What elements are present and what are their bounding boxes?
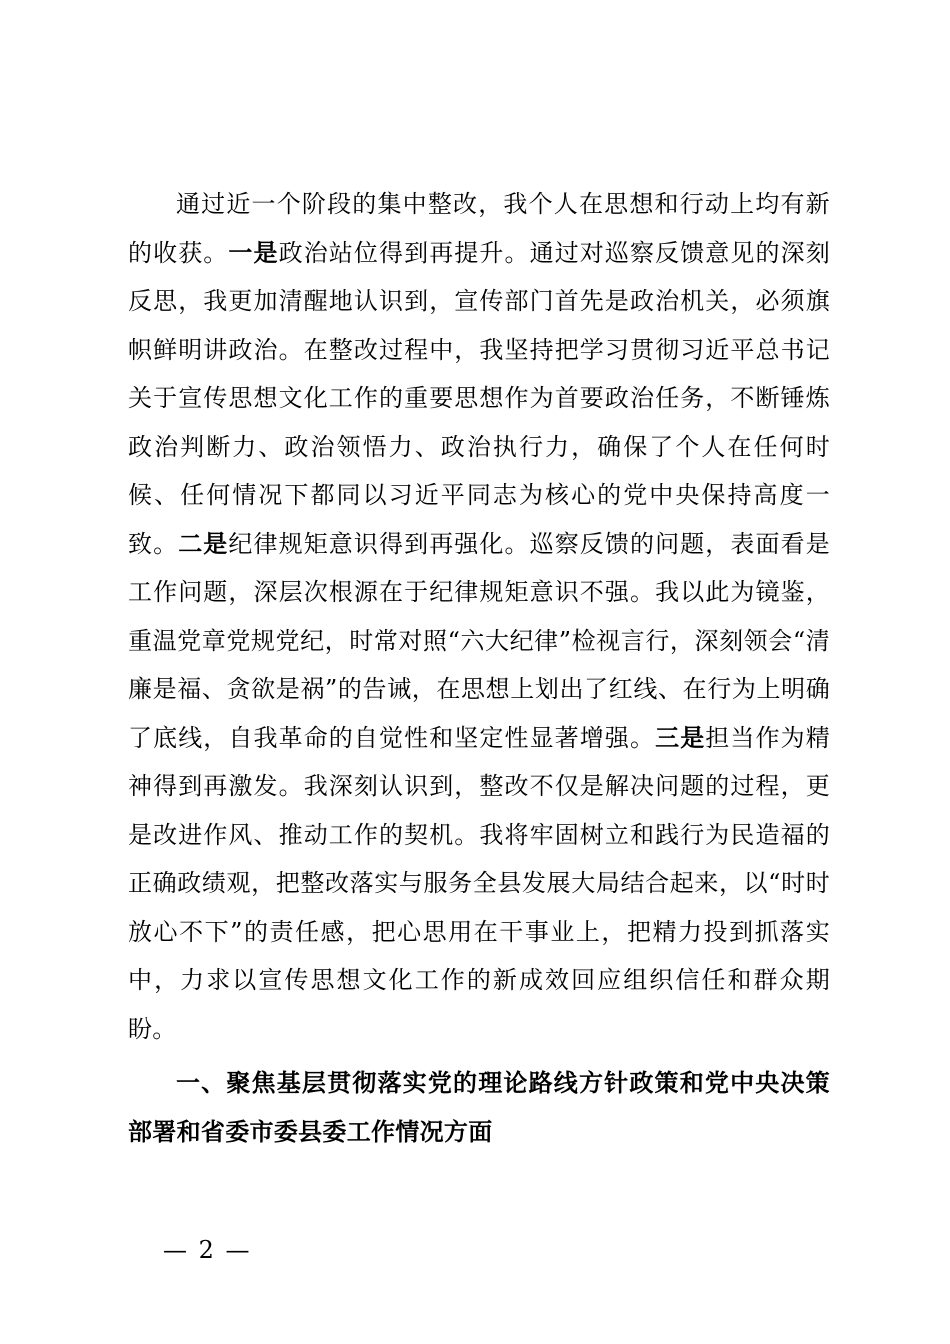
paragraph-text: 担当作为精神得到再激发。我深刻认识到，整改不仅是解决问题的过程，更是改进作风、推动工作的契机。我将牢固树立和践行为民造福的正确政绩观，把整改落实与服务全县发展大局结合起来，以“时时放心不下”的责任感，把心思用在干事业上，把精力投到抓落实中，力求以宣传思想文化工作的新成效回应组织信任和群众期盼。: [128, 723, 830, 1043]
body-paragraph: [128, 180, 830, 1053]
document-body: [128, 180, 830, 1156]
bold-lead-two: 二是: [178, 529, 229, 558]
bold-lead-one: 一是: [228, 238, 279, 267]
paragraph-text: 纪律规矩意识得到再强化。巡察反馈的问题，表面看是工作问题，深层次根源在于纪律规矩意识不强。我以此为镜鉴，重温党章党规党纪，时常对照“六大纪律”检视言行，深刻领会“清廉是福、贪欲是祸”的告诫，在思想上划出了红线、在行为上明确了底线，自我革命的自觉性和坚定性显著增强。: [128, 529, 830, 752]
paragraph-text: 政治站位得到再提升。通过对巡察反馈意见的深刻反思，我更加清醒地认识到，宣传部门首先是政治机关，必须旗帜鲜明讲政治。在整改过程中，我坚持把学习贯彻习近平总书记关于宣传思想文化工作的重要思想作为首要政治任务，不断锤炼政治判断力、政治领悟力、政治执行力，确保了个人在任何时候、任何情况下都同以习近平同志为核心的党中央保持高度一致。: [128, 238, 830, 558]
paragraph-text: 通过近一个阶段的集中整改，我个人在思想和行动上均有新的收获。: [128, 190, 830, 267]
bold-lead-three: 三是: [655, 723, 706, 752]
page-number: — 2 —: [163, 1236, 252, 1264]
section-heading: 一、聚焦基层贯彻落实党的理论路线方针政策和党中央决策部署和省委市委县委工作情况方面: [128, 1069, 830, 1146]
